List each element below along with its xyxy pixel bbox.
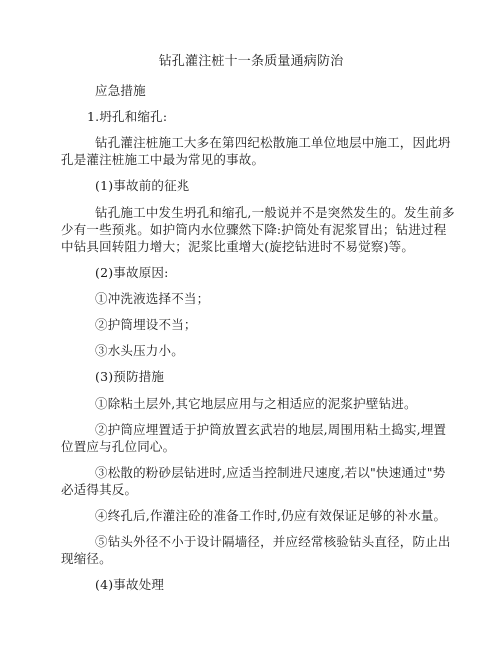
paragraph-line: 中钻具回转阻力增大；泥浆比重增大(旋挖钻进时不易觉察)等。 [61, 239, 415, 254]
list-item: ③松散的粉砂层钻进时,应适当控制进尺速度,若以"快速通过"势 [95, 465, 446, 480]
document-title: 钻孔灌注桩十一条质量通病防治 [158, 54, 344, 69]
subheading-handling: (4)事故处理 [95, 577, 165, 592]
paragraph-line: 少有一些预兆。如护筒内水位骤然下降:护筒处有泥浆冒出；钻进过程 [61, 222, 447, 237]
list-item: ①冲洗液选择不当； [95, 291, 210, 306]
list-item: ④终孔后,作灌注砼的准备工作时,仍应有效保证足够的补水量。 [95, 508, 447, 523]
paragraph-line: 孔是灌注桩施工中最为常见的事故。 [61, 152, 265, 167]
list-item-continuation: 现缩径。 [61, 551, 112, 566]
list-item-continuation: 位置应与孔位同心。 [61, 439, 176, 454]
subheading-prevention: (3)预防措施 [95, 369, 165, 384]
heading-emergency-measures: 应急措施 [95, 83, 146, 98]
subheading-causes: (2)事故原因: [95, 265, 169, 280]
paragraph-line: 钻孔灌注桩施工大多在第四纪松散施工单位地层中施工，因此坍 [95, 135, 451, 150]
paragraph-line: 钻孔施工中发生坍孔和缩孔,一般说并不是突然发生的。发生前多 [95, 205, 455, 220]
subheading-warning-signs: (1)事故前的征兆 [95, 178, 190, 193]
list-item: ②护筒埋设不当； [95, 317, 197, 332]
list-item-continuation: 必适得其反。 [61, 482, 138, 497]
heading-collapse-shrink: 1.坍孔和缩孔: [87, 109, 168, 124]
list-item: ①除粘土层外,其它地层应用与之相适应的泥浆护壁钻进。 [95, 396, 417, 411]
list-item: ③水头压力小。 [95, 343, 184, 358]
list-item: ②护筒应埋置适于护筒放置玄武岩的地层,周围用粘土捣实,埋置 [95, 422, 447, 437]
list-item: ⑤钻头外径不小于设计隔墙径，并应经常核验钻头直径，防止出 [95, 534, 451, 549]
